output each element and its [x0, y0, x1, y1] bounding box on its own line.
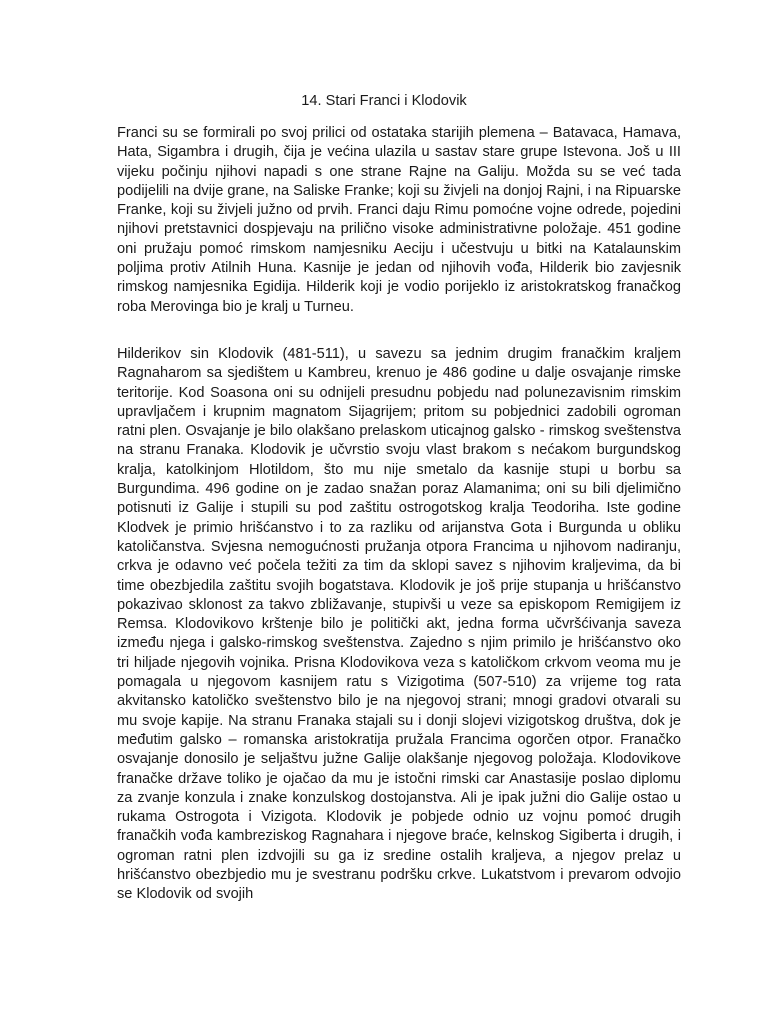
paragraph-1: Franci su se formirali po svoj prilici od ostataka starijih plemena – Batavaca, Hamava, Hata, Sigambra i drugih, čija je većina ulazila u sastav stare grupe Istevona. Još u III vijeku počinju njihovi napadi s one strane Rajne na Galiju. Možda su se već tada podijelili na dvije grane, na Saliske Franke; koji su živjeli na donjoj Rajni, i na Ripuarske Franke, koji su živjeli južno od prvih. Franci daju Rimu pomoćne vojne odrede, pojedini njihovi pretstavnici dospjevaju na prilično visoke administrativne položaje. 451 godine oni pružaju pomoć rimskom namjesniku Aeciju i učestvuju u bitki na Katalaunskim poljima protiv Atilnih Huna. Kasnije je jedan od njihovih vođa, Hilderik bio zavjesnik rimskog namjesnika Egidija. Hilderik koji je vodio porijeklo iz aristokratskog franačkog roba Merovinga bio je kralj u Turneu. — [117, 125, 681, 315]
paragraph-2: Hilderikov sin Klodovik (481-511), u savezu sa jednim drugim franačkim kraljem Ragnaharom sa sjedištem u Kambreu, krenuo je 486 godine u dalje osvajanje rimske teritorije. Kod Soasona oni su odnijeli presudnu pobjedu nad polunezavisnim rimskim upravljačem i krupnim magnatom Sijagrijem; pritom su pobjednici zadobili ogroman ratni plen. Osvajanje je bilo olakšano prelaskom uticajnog galsko - rimskog sveštenstva na stranu Franaka. Klodovik je učvrstio svoju vlast brakom s nećakom burgundskog kralja, katolkinjom Hlotildom, što mu nije smetalo da kasnije stupi u borbu sa Burgundima. 496 godine on je zadao snažan poraz Alamanima; oni su bili djelimično potisnuti iz Galije i stupili su pod zaštitu ostrogotskog kralja Teodoriha. Iste godine Klodvek je primio hrišćanstvo i to za razliku od arijanstva Gota i Burgunda u obliku katoličanstva. Svjesna nemogućnosti pružanja otpora Francima u njihovom nadiranju, crkva je odavno već počela težiti za tim da sklopi savez s njihovim kraljevima, da bi time obezbjedila zaštitu svojih bogatstava. Klodovik je još prije stupanja u hrišćanstvo pokazivao sklonost za takvo zbližavanje, stupivši u veze sa episkopom Remigijem iz Remsa. Klodovikovo krštenje bilo je politički akt, jedna forma učvršćivanja saveza između njega i galsko-rimskog sveštenstva. Zajedno s njim primilo je hrišćanstvo oko tri hiljade njegovih vojnika. Prisna Klodovikova veza s katoličkom crkvom veoma mu je pomagala u njegovom kasnijem ratu s Vizigotima (507-510) za vrijeme tog rata akvitansko katoličko sveštenstvo bilo je na njegovoj strani; mnogi gradovi otvarali su mu svoje kapije. Na stranu Franaka stajali su i donji slojevi vizigotskog društva, dok je međutim galsko – romanska aristokratija pružala Francima ogorčen otpor. Franačko osvajanje donosilo je seljaštvu južne Galije olakšanje njegovog položaja. Klodovikove franačke države toliko je ojačao da mu je istočni rimski car Anastasije poslao diplomu za zvanje konzula i znake konzulskog dostojanstva. Ali je ipak južni dio Galije ostao u rukama Ostrogota i Vizigota. Klodovik je pobjede odnio uz vojnu pomoć drugih franačkih vođa kambreziskog Ragnahara i njegove braće, kelnskog Sigiberta i drugih, i ogroman ratni plen izdvojili su ga iz sredine ostalih kraljeva, a njegov prelaz u hrišćanstvo obezbjedio mu je svestranu podršku crkve. Lukatstvom i prevarom odvojio se Klodovik od svojih — [117, 346, 681, 903]
page-title: 14. Stari Franci i Klodovik — [301, 93, 467, 109]
